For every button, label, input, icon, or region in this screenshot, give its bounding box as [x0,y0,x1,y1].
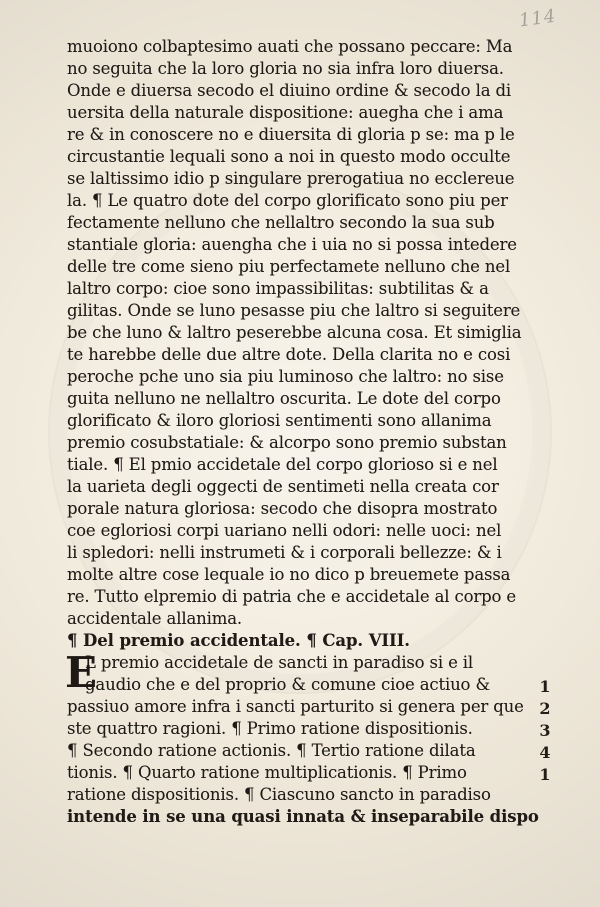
text-line-24: li spledori: nelli instrumeti & i corporali bellezze: & i [67,543,502,562]
margin-number-5: 1 [539,765,551,784]
text-line-1: muoiono colbaptesimo auati che possano peccare: Ma [67,37,513,56]
text-line-5: re & in conoscere no e diuersita di gloria p se: ma p le [67,125,515,144]
text-line-16: peroche pche uno sia piu luminoso che laltro: no sise [67,367,504,386]
text-line-22: porale natura gloriosa: secodo che disopra mostrato [67,499,498,518]
chapter-heading-line: ¶ Del premio accidentale. ¶ Cap. VIII. [67,631,410,650]
text-line-32: ste quattro ragioni. ¶ Primo ratione dispositionis. [67,719,473,738]
text-line-36: intende in se una quasi innata & inseparabile dispo [67,807,539,826]
text-line-34: tionis. ¶ Quarto ratione multiplicationis. ¶ Primo [67,763,467,782]
text-line-27: accidentale allanima. [67,609,243,628]
text-line-17: guita nelluno ne nellaltro oscurita. Le dote del corpo [67,389,501,408]
text-line-10: stantiale gloria: auengha che i uia no si possa intedere [67,235,517,254]
main-text-block [65,36,539,828]
text-line-18: glorificato & iloro gloriosi sentimenti sono allanima [67,411,492,430]
text-line-29: L premio accidetale de sancti in paradiso si e il [85,653,474,672]
text-line-13: gilitas. Onde se luno pesasse piu che laltro si seguitere [67,301,521,320]
text-line-26: re. Tutto elpremio di patria che e accidetale al corpo e [67,587,517,606]
text-line-15: te harebbe delle due altre dote. Della clarita no e cosi [67,345,511,364]
text-line-31: passiuo amore infra i sancti parturito si genera per que [67,697,524,716]
text-line-33: ¶ Secondo ratione actionis. ¶ Tertio ratione dilata [67,741,476,760]
text-line-30: gaudio che e del proprio & comune cioe actiuo & [85,675,490,694]
text-line-11: delle tre come sieno piu perfectamete nelluno che nel [67,257,511,276]
text-line-23: coe egloriosi corpi uariano nelli odori: nelle uoci: nel [67,521,502,540]
margin-number-1: 1 [539,677,551,696]
text-line-35: ratione dispositionis. ¶ Ciascuno sancto in paradiso [67,785,491,804]
margin-number-2: 2 [539,699,551,718]
text-line-4: uersita della naturale dispositione: auegha che i ama [67,103,504,122]
text-line-20: tiale. ¶ El pmio accidetale del corpo glorioso si e nel [67,455,498,474]
drop-cap-initial: E [65,648,97,697]
folio-number: 114 [517,5,558,32]
text-line-2: no seguita che la loro gloria no sia infra loro diuersa. [67,59,504,78]
text-line-14: be che luno & laltro peserebbe alcuna cosa. Et simiglia [67,323,522,342]
text-line-9: fectamente nelluno che nellaltro secondo la sua sub [67,213,495,232]
margin-number-column [536,676,554,786]
text-line-7: se laltissimo idio p singulare prerogatiua no ecclereue [67,169,515,188]
text-line-8: la. ¶ Le quatro dote del corpo glorificato sono piu per [67,191,508,210]
text-line-3: Onde e diuersa secodo el diuino ordine & secodo la di [67,81,512,100]
margin-number-4: 4 [539,743,551,762]
text-line-12: laltro corpo: cioe sono impassibilitas: subtilitas & a [67,279,489,298]
text-line-6: circustantie lequali sono a noi in questo modo occulte [67,147,511,166]
text-line-25: molte altre cose lequale io no dico p breuemete passa [67,565,511,584]
text-line-19: premio cosubstatiale: & alcorpo sono premio substan [67,433,507,452]
margin-number-3: 3 [539,721,551,740]
text-line-21: la uarieta degli oggecti de sentimeti nella creata cor [67,477,499,496]
